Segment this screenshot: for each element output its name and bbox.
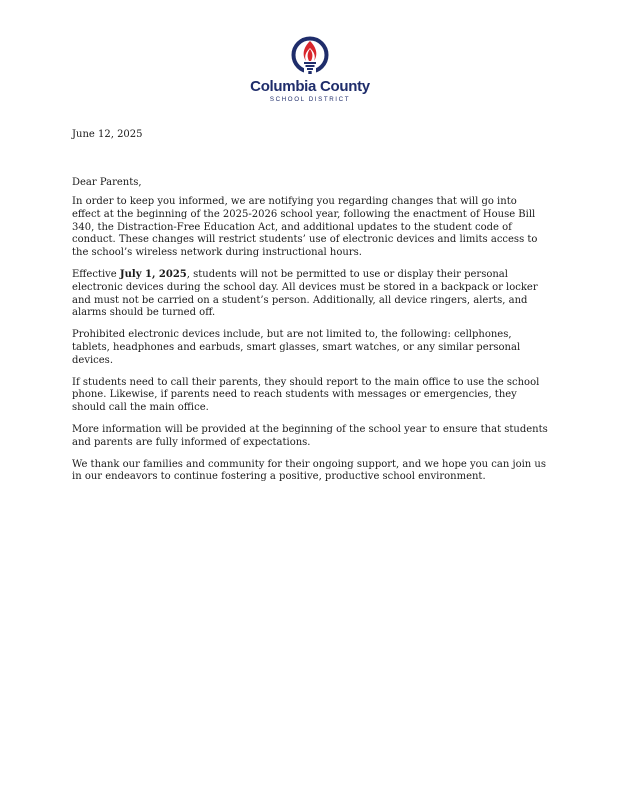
paragraph-more-info: More information will be provided at the beginning of the school year to ensure that students and parents are fully informed of expectations. <box>72 423 548 448</box>
district-logo <box>240 36 380 106</box>
logo-district-name: Columbia County <box>250 78 370 95</box>
letter-salutation: Dear Parents, <box>72 177 142 188</box>
torch-flame-icon <box>290 36 330 78</box>
paragraph-lead-text: Effective <box>72 268 120 280</box>
paragraph-notice: In order to keep you informed, we are notifying you regarding changes that will go into effect at the beginning of the 2025-2026 school year, following the enactment of House Bill 340, the Distraction-Free Education Act, and additional updates to the student code of conduct. These changes will restrict students’ use of electronic devices and limits access to the school’s wireless network during instructional hours. <box>72 196 538 259</box>
paragraph-rest-text: , students will not be permitted to use or display their personal electronic devices during the school day. All devices must be stored in a backpack or locker and must not be carried on a student’s person. Additionally, all device ringers, alerts, and alarms should be turned off. <box>72 268 538 319</box>
paragraph-prohibited-devices: Prohibited electronic devices include, but are not limited to, the following: cellphones, tablets, headphones and earbuds, smart glasses, smart watches, or any similar personal devices. <box>72 329 521 366</box>
logo-district-subtitle: SCHOOL DISTRICT <box>269 96 351 103</box>
paragraph-calling-parents: If students need to call their parents, they should report to the main office to use the school phone. Likewise, if parents need to reach students with messages or emergencies, they should call the main office. <box>72 376 540 414</box>
effective-date-bold: July 1, 2025 <box>119 268 187 280</box>
letter-body <box>72 196 548 493</box>
paragraph-effective-date <box>72 269 548 320</box>
paragraph-thanks: We thank our families and community for their ongoing support, and we hope you can join us in our endeavors to continue fostering a positive, productive school environment. <box>72 458 546 483</box>
letter-date: June 12, 2025 <box>72 129 143 140</box>
